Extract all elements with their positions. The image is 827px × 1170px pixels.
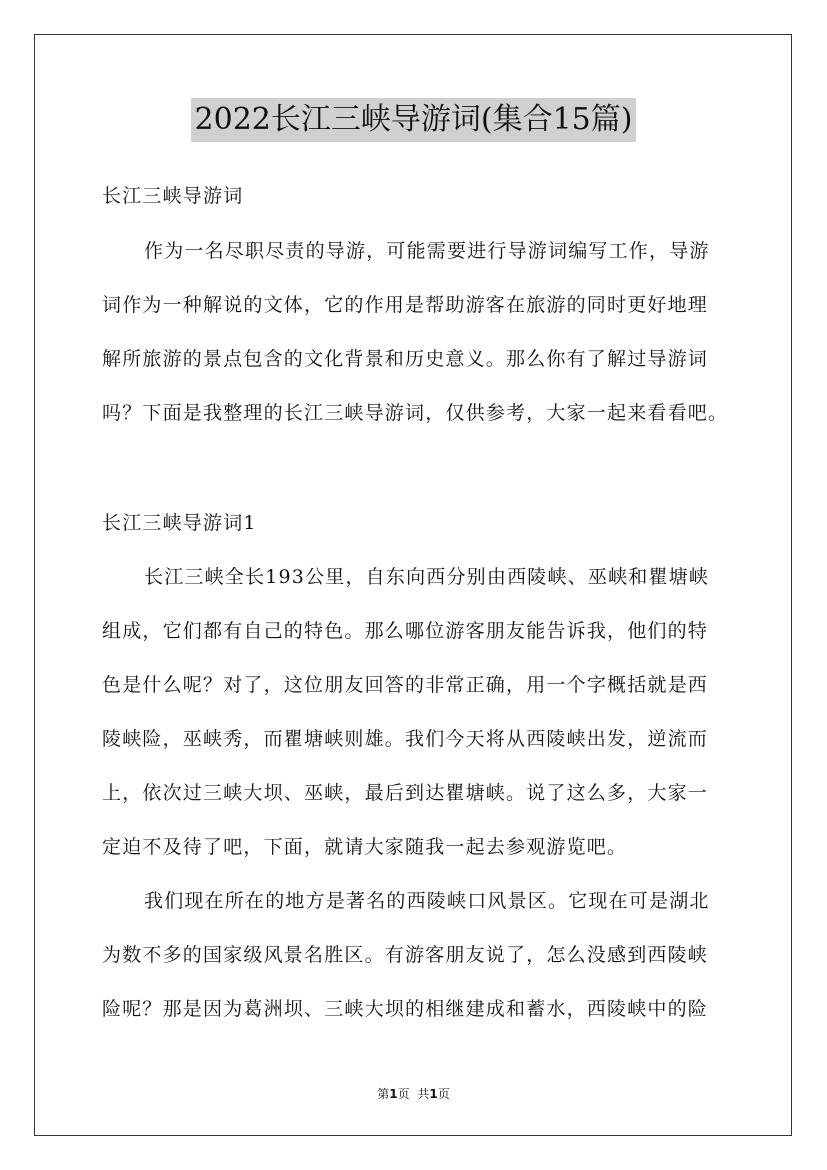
page-footer: [0, 1085, 827, 1102]
section1-line-2: 组成，它们都有自己的特色。那么哪位游客朋友能告诉我，他们的特: [102, 620, 709, 642]
intro-line-2: 词作为一种解说的文体，它的作用是帮助游客在旅游的同时更好地理: [102, 294, 709, 316]
section1-line-6: 定迫不及待了吧，下面，就请大家随我一起去参观游览吧。: [102, 836, 628, 858]
section1-line-1: 长江三峡全长193公里，自东向西分别由西陵峡、巫峡和瞿塘峡: [144, 566, 710, 588]
intro-line-3: 解所旅游的景点包含的文化背景和历史意义。那么你有了解过导游词: [102, 348, 709, 370]
footer-total-suffix: 页: [437, 1087, 450, 1101]
intro-line-1: 作为一名尽职尽责的导游，可能需要进行导游词编写工作，导游: [144, 240, 710, 262]
section1-line-4: 陵峡险，巫峡秀，而瞿塘峡则雄。我们今天将从西陵峡出发，逆流而: [102, 728, 709, 750]
footer-total-number: 1: [429, 1087, 438, 1101]
document-title: 2022长江三峡导游词(集合15篇): [191, 98, 637, 142]
intro-line-4: 吗？下面是我整理的长江三峡导游词，仅供参考，大家一起来看看吧。: [102, 402, 729, 424]
footer-total-prefix: 共: [417, 1087, 430, 1101]
footer-page-suffix: 页: [397, 1087, 410, 1101]
footer-page-number: 1: [389, 1087, 398, 1101]
section2-line-3: 险呢？那是因为葛洲坝、三峡大坝的相继建成和蓄水，西陵峡中的险: [102, 998, 709, 1020]
section1-line-5: 上，依次过三峡大坝、巫峡，最后到达瞿塘峡。说了这么多，大家一: [102, 782, 709, 804]
title-wrap: [0, 98, 827, 142]
section2-line-1: 我们现在所在的地方是著名的西陵峡口风景区。它现在可是湖北: [144, 890, 710, 912]
footer-page-prefix: 第: [377, 1087, 390, 1101]
section1-line-3: 色是什么呢？对了，这位朋友回答的非常正确，用一个字概括就是西: [102, 674, 709, 696]
document-subtitle: 长江三峡导游词: [102, 185, 244, 207]
section1-heading: 长江三峡导游词1: [102, 512, 257, 534]
section2-line-2: 为数不多的国家级风景名胜区。有游客朋友说了，怎么没感到西陵峡: [102, 944, 709, 966]
